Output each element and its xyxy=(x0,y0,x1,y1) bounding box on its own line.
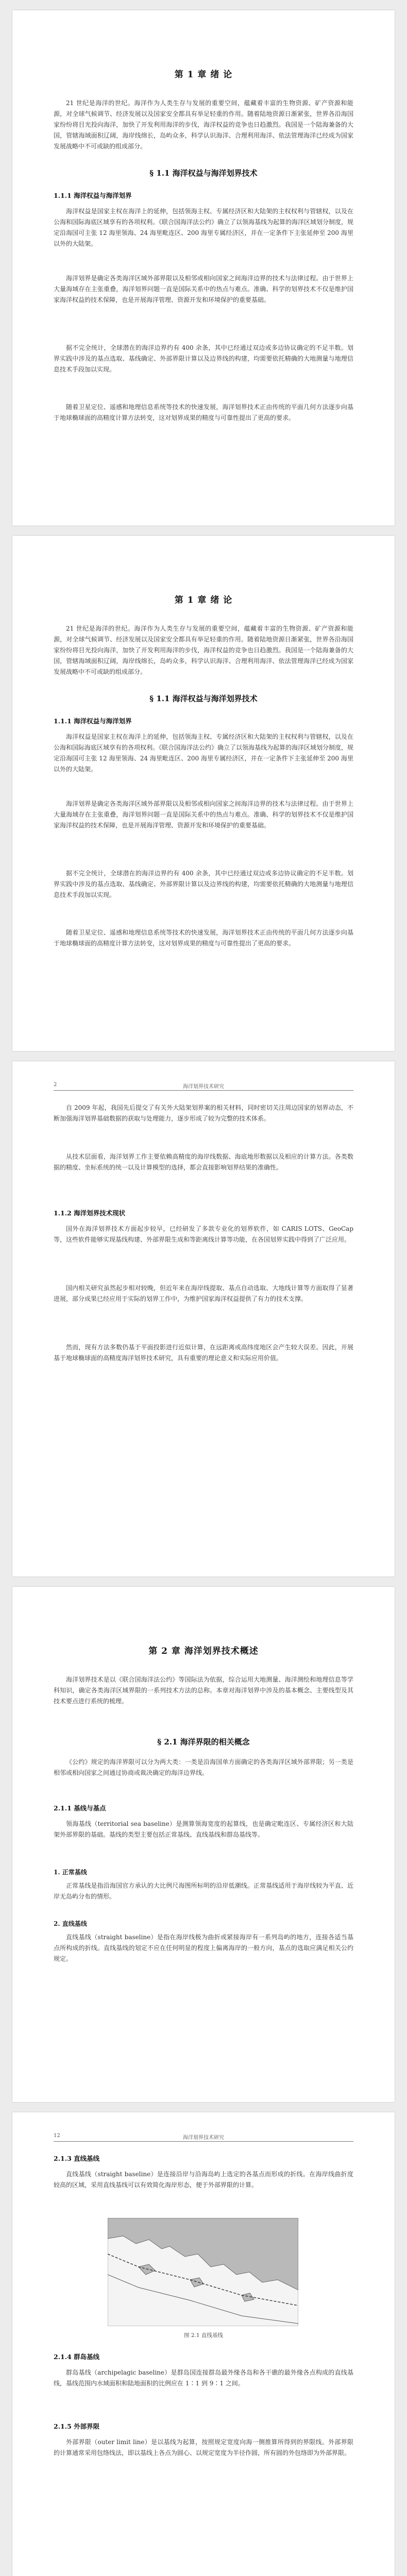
paragraph: 据不完全统计，全球潜在的海洋边界约有 400 余条，其中已经通过双边或多边协议确定的不足半数。划界实践中涉及的基点选取、基线确定、外部界限计算以及边界线的构建，均需要依托精确的大地测量与地理信息技术手段加以实现。 xyxy=(54,870,353,899)
chapter-intro: 21 世纪是海洋的世纪。海洋作为人类生存与发展的重要空间，蕴藏着丰富的生物资源、矿产资源和能源，对全球气候调节、经济发展以及国家安全都具有举足轻重的作用。随着陆地资源日渐紧张，世界各沿海国家纷纷将目光投向海洋，加快了开发利用海洋的步伐，海洋权益的竞争也日趋激烈。我国是一个陆海兼备的大国，管辖海域面积辽阔，海岸线绵长，岛屿众多，科学认识海洋、合理利用海洋、依法管理海洋已经成为国家发展战略中不可或缺的组成部分。 xyxy=(54,99,353,150)
paragraph: 从技术层面看，海洋划界工作主要依赖高精度的海岸线数据、海底地形数据以及相应的计算方法。各类数据的精度、坐标系统的统一以及计算模型的选择，都会直接影响划界结果的准确性。 xyxy=(54,1153,353,1171)
section-heading: § 2.1 海洋界限的相关概念 xyxy=(157,1737,250,1747)
paragraph: 海洋划界是确定各类海洋区域外部界限以及相邻或相向国家之间海洋边界的技术与法律过程。由于世界上大量海域存在主张重叠，海洋划界问题一直是国际关系中的热点与难点。准确、科学的划界技术不仅是维护国家海洋权益的技术保障，也是开展海洋管理、资源开发和环境保护的重要基础。 xyxy=(54,275,353,303)
chapter-intro: 21 世纪是海洋的世纪。海洋作为人类生存与发展的重要空间，蕴藏着丰富的生物资源、矿产资源和能源，对全球气候调节、经济发展以及国家安全都具有举足轻重的作用。随着陆地资源日渐紧张，世界各沿海国家纷纷将目光投向海洋，加快了开发利用海洋的步伐，海洋权益的竞争也日趋激烈。我国是一个陆海兼备的大国，管辖海域面积辽阔，海岸线绵长，岛屿众多，科学认识海洋、合理利用海洋、依法管理海洋已经成为国家发展战略中不可或缺的组成部分。 xyxy=(54,625,353,675)
header-title: 海洋划界技术研究 xyxy=(183,2135,224,2141)
subsection-heading: 2.1.4 群岛基线 xyxy=(54,2353,100,2361)
section-heading: § 1.1 海洋权益与海洋划界技术 xyxy=(149,168,258,178)
document-page-4 xyxy=(12,1587,395,2102)
chapter-title: 第 1 章 绪 论 xyxy=(174,595,233,605)
sub-subsection-heading: 1. 正常基线 xyxy=(54,1869,87,1876)
paragraph: 直线基线（straight baseline）是指在海岸线极为曲折或紧接海岸有一系列岛屿的地方，连接各适当基点所构成的折线。直线基线的划定不应在任何明显的程度上偏离海岸的一般方向，基点的选取应满足相关公约规定。 xyxy=(54,1934,353,1962)
document-page-2 xyxy=(12,536,395,1051)
paragraph: 据不完全统计，全球潜在的海洋边界约有 400 余条，其中已经通过双边或多边协议确定的不足半数。划界实践中涉及的基点选取、基线确定、外部界限计算以及边界线的构建，均需要依托精确的大地测量与地理信息技术手段加以实现。 xyxy=(54,344,353,373)
paragraph: 海洋权益是国家主权在海洋上的延伸，包括领海主权、专属经济区和大陆架的主权权利与管辖权，以及在公海和国际海底区域享有的各项权利。《联合国海洋法公约》确立了以领海基线为起算的海洋区域划分制度，规定沿海国可主张 12 海里领海、24 海里毗连区、200 海里专属经济区，并在一定条件下主张延伸至 200 海里以外的大陆架。 xyxy=(54,208,354,247)
section-heading: § 1.1 海洋权益与海洋划界技术 xyxy=(149,694,258,703)
paragraph: 直线基线（straight baseline）是连接沿岸与沿海岛屿上选定的各基点而形成的折线。在海岸线曲折度较高的区域，采用直线基线可以有效简化海岸形态，便于外部界限的计算。 xyxy=(54,2171,353,2189)
paragraph: 海洋划界是确定各类海洋区域外部界限以及相邻或相向国家之间海洋边界的技术与法律过程。由于世界上大量海域存在主张重叠，海洋划界问题一直是国际关系中的热点与难点。准确、科学的划界技术不仅是维护国家海洋权益的技术保障，也是开展海洋管理、资源开发和环境保护的重要基础。 xyxy=(54,800,353,829)
paragraph: 正常基线是指沿海国官方承认的大比例尺海图所标明的沿岸低潮线。正常基线适用于海岸线较为平直、近岸无岛屿分布的情形。 xyxy=(54,1882,353,1900)
subsection-heading: 2.1.1 基线与基点 xyxy=(54,1804,106,1812)
subsection-heading: 2.1.5 外部界限 xyxy=(54,2422,100,2430)
paragraph: 随着卫星定位、遥感和地理信息系统等技术的快速发展，海洋划界技术正由传统的平面几何方法逐步向基于地球椭球面的高精度计算方法转变，这对划界成果的精度与可靠性提出了更高的要求。 xyxy=(54,929,353,947)
paragraph: 国外在海洋划界技术方面起步较早，已经研发了多款专业化的划界软件，如 CARIS LOTS、GeoCap 等，这些软件能够实现基线构建、外部界限生成和等距离线计算等功能，在各国划界实践中得到了广泛应用。 xyxy=(54,1225,353,1243)
page-number: 2 xyxy=(54,1082,57,1088)
paragraph: 外部界限（outer limit line）是以基线为起算，按照规定宽度向海一侧推算所得到的界限线。外部界限的计算通常采用包络线法，即以基线上各点为圆心、以规定宽度为半径作圆，所有圆的外包络即为外部界限。 xyxy=(54,2438,353,2456)
chapter-intro: 海洋划界技术是以《联合国海洋法公约》等国际法为依据，综合运用大地测量、海洋测绘和地理信息等学科知识，确定各类海洋区域界限的一系列技术方法的总称。本章对海洋划界中涉及的基本概念、主要线型及其技术要点进行系统的梳理。 xyxy=(54,1676,353,1705)
paragraph: 自 2009 年起，我国先后提交了有关外大陆架划界案的相关材料，同时密切关注周边国家的划界动态，不断加强海洋划界基础数据的获取与处理能力，逐步形成了较为完整的技术体系。 xyxy=(54,1104,353,1122)
document-page-5 xyxy=(12,2112,395,2576)
paragraph: 海洋权益是国家主权在海洋上的延伸，包括领海主权、专属经济区和大陆架的主权权利与管辖权，以及在公海和国际海底区域享有的各项权利。《联合国海洋法公约》确立了以领海基线为起算的海洋区域划分制度，规定沿海国可主张 12 海里领海、24 海里毗连区、200 海里专属经济区，并在一定条件下主张延伸至 200 海里以外的大陆架。 xyxy=(54,733,354,773)
paragraph: 领海基线（territorial sea baseline）是测算领海宽度的起算线，也是确定毗连区、专属经济区和大陆架外部界限的基础。基线的类型主要包括正常基线、直线基线和群岛基线等。 xyxy=(54,1820,353,1838)
header-title: 海洋划界技术研究 xyxy=(183,1084,224,1090)
subsection-heading: 1.1.2 海洋划界技术现状 xyxy=(54,1209,126,1217)
paragraph: 国内相关研究虽然起步相对较晚，但近年来在海岸线提取、基点自动选取、大地线计算等方面取得了显著进展，部分成果已经应用于实际的划界工作中，为维护国家海洋权益提供了有力的技术支撑。 xyxy=(54,1284,353,1302)
chapter-title: 第 1 章 绪 论 xyxy=(174,70,233,80)
paragraph: 然而，现有方法多数仍基于平面投影进行近似计算，在远距离或高纬度地区会产生较大误差。因此，开展基于地球椭球面的高精度海洋划界技术研究，具有重要的理论意义和实际应用价值。 xyxy=(54,1344,353,1362)
document-page-3 xyxy=(12,1061,395,1577)
chapter-title: 第 2 章 海洋划界技术概述 xyxy=(148,1646,259,1656)
paragraph: 《公约》规定的海洋界限可以分为两大类：一类是沿海国单方面确定的各类海洋区域外部界限；另一类是相邻或相向国家之间通过协商或裁决确定的海洋边界线。 xyxy=(54,1758,353,1776)
subsection-heading: 1.1.1 海洋权益与海洋划界 xyxy=(54,192,132,199)
paragraph: 群岛基线（archipelagic baseline）是群岛国连接群岛最外缘各岛和各干礁的最外缘各点构成的直线基线，基线范围内水域面积和陆地面积的比例应在 1∶1 到 9∶1 之间。 xyxy=(54,2369,353,2387)
sub-subsection-heading: 2. 直线基线 xyxy=(54,1920,87,1927)
coastline-figure xyxy=(108,2218,298,2326)
page-number: 12 xyxy=(54,2133,60,2139)
subsection-heading: 2.1.3 直线基线 xyxy=(54,2155,100,2162)
coastline-map-image xyxy=(108,2218,298,2326)
figure-caption: 图 2.1 直线基线 xyxy=(184,2332,223,2338)
paragraph: 随着卫星定位、遥感和地理信息系统等技术的快速发展，海洋划界技术正由传统的平面几何方法逐步向基于地球椭球面的高精度计算方法转变，这对划界成果的精度与可靠性提出了更高的要求。 xyxy=(54,403,353,421)
document-page-1 xyxy=(12,10,395,526)
subsection-heading: 1.1.1 海洋权益与海洋划界 xyxy=(54,717,132,725)
